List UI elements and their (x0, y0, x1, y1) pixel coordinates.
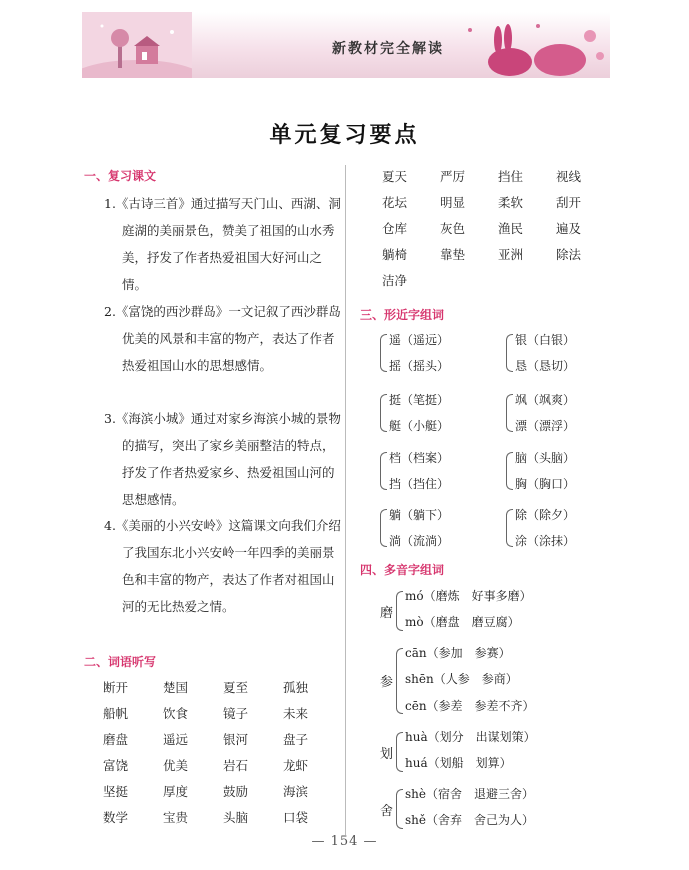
brace (396, 789, 403, 829)
word: 夏至 (223, 680, 249, 695)
similar-char-group (506, 390, 616, 436)
similar-char-entry: 挡（挡住） (389, 477, 450, 491)
similar-char-group (506, 448, 616, 494)
word: 磨盘 (103, 732, 129, 747)
brace (506, 452, 513, 490)
similar-char-entry: 除（除夕） (515, 508, 576, 522)
word: 镜子 (223, 706, 249, 721)
word: 口袋 (283, 810, 309, 825)
word: 躺椅 (382, 247, 408, 262)
similar-char-entry: 恳（恳切） (515, 359, 576, 373)
polyphonic-reading: cēn（参差 参差不齐） (405, 699, 535, 713)
word: 富饶 (103, 758, 129, 773)
brace (396, 591, 403, 631)
word: 宝贵 (163, 810, 189, 825)
word: 楚国 (163, 680, 189, 695)
word: 坚挺 (103, 784, 129, 799)
word: 未来 (283, 706, 309, 721)
word: 刮开 (556, 195, 582, 210)
similar-char-entry: 挺（笔挺） (389, 393, 450, 407)
word: 灰色 (440, 221, 466, 236)
word: 洁净 (382, 273, 408, 288)
paragraph-1: 1.《古诗三首》通过描写天门山、西湖、洞庭湖的美丽景色，赞美了祖国的山水秀美，抒发了作者热爱祖国大好河山之情。 (104, 196, 341, 292)
brace (380, 394, 387, 432)
brace (396, 648, 403, 714)
similar-char-entry: 银（白银） (515, 333, 576, 347)
word: 饮食 (163, 706, 189, 721)
section-heading-similar-characters: 三、形近字组词 (360, 308, 445, 322)
word: 靠垫 (440, 247, 466, 262)
word: 亚洲 (498, 247, 524, 262)
polyphonic-reading: huá（划船 划算） (405, 756, 512, 770)
similar-char-entry: 淌（流淌） (389, 534, 450, 548)
word: 头脑 (223, 810, 249, 825)
rabbit-flower-decoration-icon (440, 12, 610, 78)
word: 渔民 (498, 221, 524, 236)
word: 明显 (440, 195, 466, 210)
polyphonic-reading: huà（划分 出谋划策） (405, 730, 536, 744)
word: 挡住 (498, 169, 524, 184)
similar-char-entry: 胸（胸口） (515, 477, 576, 491)
polyphonic-reading: shēn（人参 参商） (405, 672, 518, 686)
page-title: 单元复习要点 (269, 122, 420, 148)
similar-char-entry: 摇（摇头） (389, 359, 450, 373)
polyphonic-reading: shě（舍弃 舍己为人） (405, 813, 534, 827)
polyphonic-char: 舍 (380, 804, 394, 819)
word: 数学 (103, 810, 129, 825)
castle-tree-decoration-icon (82, 12, 192, 78)
word: 遥远 (163, 732, 189, 747)
word: 遍及 (556, 221, 582, 236)
similar-char-group (380, 390, 500, 436)
similar-char-entry: 涂（涂抹） (515, 534, 576, 548)
brace (506, 334, 513, 372)
similar-char-entry: 艇（小艇） (389, 419, 450, 433)
paragraph-2: 2.《富饶的西沙群岛》一文记叙了西沙群岛优美的风景和丰富的物产，表达了作者热爱祖国山水的思想感情。 (104, 304, 341, 373)
similar-char-group (380, 330, 500, 376)
word: 盘子 (283, 732, 309, 747)
polyphonic-reading: mò（磨盘 磨豆腐） (405, 615, 520, 629)
word: 仓库 (382, 221, 408, 236)
word: 孤独 (283, 680, 309, 695)
brace (380, 509, 387, 547)
brace (506, 394, 513, 432)
section-heading-review-texts: 一、复习课文 (84, 169, 157, 183)
polyphonic-char: 磨 (380, 606, 394, 621)
similar-char-group (506, 330, 616, 376)
header-title: 新教材完全解读 (332, 41, 444, 57)
dictation-word-grid-left (103, 681, 343, 825)
section-heading-dictation: 二、词语听写 (84, 655, 157, 669)
word: 船帆 (103, 706, 129, 721)
brace (380, 334, 387, 372)
word: 夏天 (382, 169, 408, 184)
word: 柔软 (498, 195, 524, 210)
word: 严厉 (440, 169, 466, 184)
word: 断开 (103, 680, 129, 695)
word: 优美 (163, 758, 189, 773)
similar-char-entry: 飒（飒爽） (515, 393, 576, 407)
similar-char-entry: 躺（躺下） (389, 508, 450, 522)
page-number: — 154 — (311, 834, 378, 849)
polyphonic-reading: mó（磨炼 好事多磨） (405, 589, 532, 603)
similar-char-group (380, 505, 500, 551)
word: 视线 (556, 169, 582, 184)
word: 鼓励 (223, 784, 249, 799)
word: 岩石 (223, 758, 249, 773)
polyphonic-reading: shè（宿舍 退避三舍） (405, 787, 534, 801)
brace (396, 732, 403, 772)
polyphonic-group (380, 643, 610, 719)
word: 厚度 (163, 784, 189, 799)
similar-char-entry: 档（档案） (389, 451, 450, 465)
word: 海滨 (283, 784, 309, 799)
brace (380, 452, 387, 490)
paragraph-4: 4.《美丽的小兴安岭》这篇课文向我们介绍了我国东北小兴安岭一年四季的美丽景色和丰富的物产，表达了作者对祖国山河的无比热爱之情。 (104, 518, 341, 614)
section-heading-polyphonic-characters: 四、多音字组词 (360, 563, 445, 577)
word: 花坛 (382, 195, 408, 210)
word: 除法 (556, 247, 582, 262)
word: 银河 (223, 732, 249, 747)
similar-char-entry: 脑（头脑） (515, 451, 576, 465)
similar-char-entry: 漂（漂浮） (515, 419, 576, 433)
polyphonic-char: 参 (380, 675, 394, 690)
dictation-word-grid-right (382, 170, 614, 288)
polyphonic-group (380, 784, 610, 834)
polyphonic-reading: cān（参加 参赛） (405, 646, 511, 660)
polyphonic-char: 划 (380, 747, 394, 762)
polyphonic-group (380, 727, 610, 777)
polyphonic-group (380, 586, 610, 636)
paragraph-3: 3.《海滨小城》通过对家乡海滨小城的景物的描写，突出了家乡美丽整洁的特点，抒发了作者热爱家乡、热爱祖国山河的思想感情。 (104, 411, 341, 507)
similar-char-group (380, 448, 500, 494)
word: 龙虾 (283, 758, 309, 773)
brace (506, 509, 513, 547)
header-banner (82, 12, 610, 78)
similar-char-entry: 遥（遥远） (389, 333, 450, 347)
similar-char-group (506, 505, 616, 551)
